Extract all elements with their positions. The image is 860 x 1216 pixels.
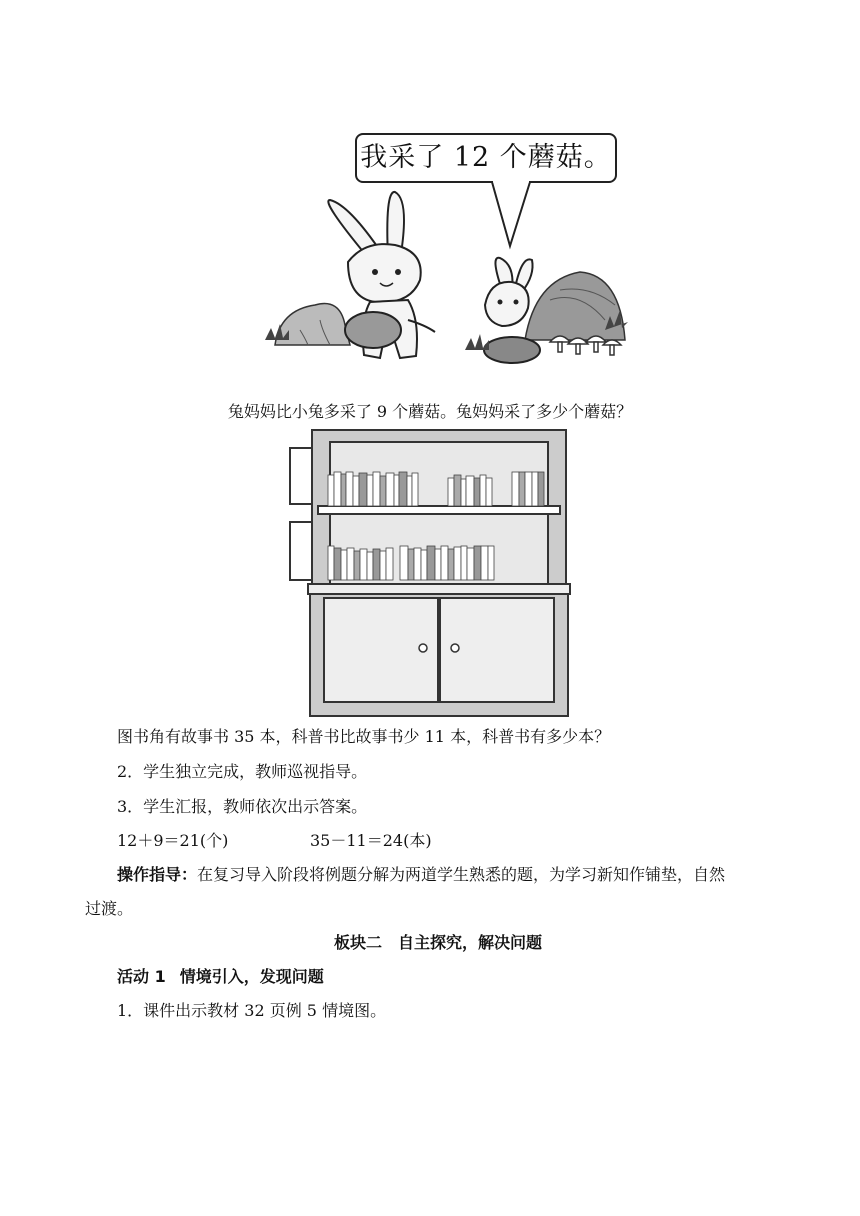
- guidance-line-1: [117, 864, 725, 886]
- answer-1: 12＋9＝21(个): [117, 831, 229, 850]
- answer-2: 35－11＝24(本): [310, 831, 432, 850]
- problem-1: 兔妈妈比小兔多采了 9 个蘑菇。兔妈妈采了多少个蘑菇？: [227, 402, 633, 421]
- bookshelf-illustration: [288, 428, 578, 720]
- guidance-label: 操作指导：: [117, 865, 198, 884]
- activity-heading: [117, 966, 324, 988]
- guidance-text: 在复习导入阶段将例题分解为两道学生熟悉的题，为学习新知作铺垫，自然: [197, 865, 726, 884]
- activity-title: 情境引入，发现问题: [179, 967, 324, 986]
- guidance-line-2: 过渡。: [85, 899, 134, 918]
- problem-2: 图书角有故事书 35 本，科普书比故事书少 11 本，科普书有多少本？: [117, 727, 611, 746]
- activity-label: 活动 1: [117, 967, 166, 986]
- rabbit-illustration: [260, 180, 630, 390]
- step-2: 2．学生独立完成，教师巡视指导。: [117, 762, 368, 781]
- section-title: 板块二 自主探究，解决问题: [334, 933, 543, 952]
- step-1: 1．课件出示教材 32 页例 5 情境图。: [117, 1001, 387, 1020]
- speech-bubble: [355, 133, 617, 183]
- step-3: 3．学生汇报，教师依次出示答案。: [117, 797, 368, 816]
- speech-text: 我采了 12 个蘑菇。: [360, 142, 612, 173]
